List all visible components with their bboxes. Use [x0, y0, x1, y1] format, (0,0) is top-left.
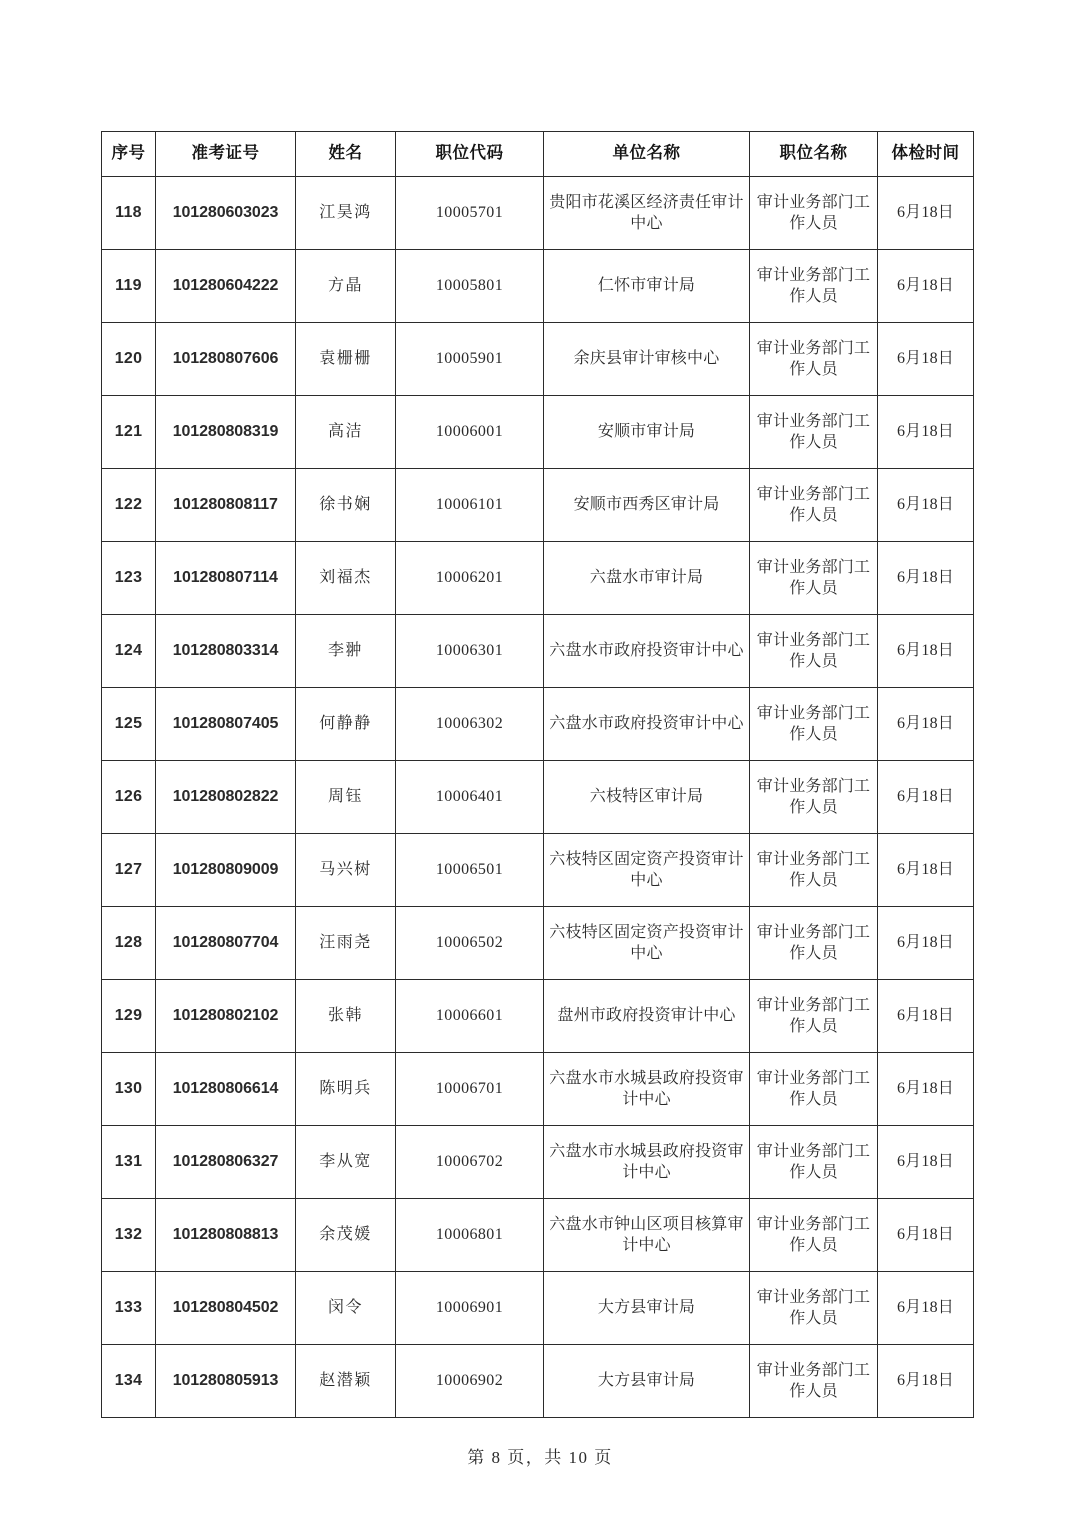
cell-index: 130	[102, 1053, 156, 1126]
table-row	[102, 688, 974, 761]
cell-exam-date: 6月18日	[878, 907, 974, 980]
cell-exam-date: 6月18日	[878, 761, 974, 834]
cell-position-name: 审计业务部门工作人员	[750, 1126, 878, 1199]
cell-candidate-name: 闵令	[296, 1272, 396, 1345]
cell-ticket-number: 101280808813	[156, 1199, 296, 1272]
table-row	[102, 761, 974, 834]
cell-ticket-number: 101280807606	[156, 323, 296, 396]
cell-unit-name: 六盘水市钟山区项目核算审计中心	[544, 1199, 750, 1272]
cell-candidate-name: 张韩	[296, 980, 396, 1053]
cell-ticket-number: 101280802822	[156, 761, 296, 834]
roster-table	[101, 131, 974, 1418]
cell-candidate-name: 高洁	[296, 396, 396, 469]
cell-exam-date: 6月18日	[878, 980, 974, 1053]
column-header-position-code: 职位代码	[396, 132, 544, 177]
cell-index: 120	[102, 323, 156, 396]
cell-unit-name: 大方县审计局	[544, 1345, 750, 1418]
cell-unit-name: 六枝特区固定资产投资审计中心	[544, 907, 750, 980]
cell-index: 127	[102, 834, 156, 907]
cell-exam-date: 6月18日	[878, 542, 974, 615]
cell-exam-date: 6月18日	[878, 688, 974, 761]
cell-exam-date: 6月18日	[878, 1345, 974, 1418]
table-row	[102, 1199, 974, 1272]
cell-candidate-name: 李从宽	[296, 1126, 396, 1199]
column-header-ticket: 准考证号	[156, 132, 296, 177]
cell-index: 131	[102, 1126, 156, 1199]
column-header-position-name: 职位名称	[750, 132, 878, 177]
cell-position-name: 审计业务部门工作人员	[750, 396, 878, 469]
cell-candidate-name: 余茂媛	[296, 1199, 396, 1272]
cell-unit-name: 安顺市西秀区审计局	[544, 469, 750, 542]
cell-position-code: 10005701	[396, 177, 544, 250]
cell-position-code: 10006801	[396, 1199, 544, 1272]
cell-ticket-number: 101280807114	[156, 542, 296, 615]
cell-index: 122	[102, 469, 156, 542]
cell-unit-name: 六枝特区固定资产投资审计中心	[544, 834, 750, 907]
table-row	[102, 1345, 974, 1418]
cell-position-code: 10006901	[396, 1272, 544, 1345]
cell-unit-name: 贵阳市花溪区经济责任审计中心	[544, 177, 750, 250]
cell-candidate-name: 何静静	[296, 688, 396, 761]
cell-index: 125	[102, 688, 156, 761]
cell-position-name: 审计业务部门工作人员	[750, 834, 878, 907]
cell-exam-date: 6月18日	[878, 1272, 974, 1345]
cell-position-code: 10006001	[396, 396, 544, 469]
cell-position-name: 审计业务部门工作人员	[750, 250, 878, 323]
cell-index: 124	[102, 615, 156, 688]
cell-position-name: 审计业务部门工作人员	[750, 469, 878, 542]
table-row	[102, 250, 974, 323]
table-header	[102, 132, 974, 177]
cell-position-code: 10006301	[396, 615, 544, 688]
cell-position-code: 10006902	[396, 1345, 544, 1418]
cell-ticket-number: 101280805913	[156, 1345, 296, 1418]
cell-index: 129	[102, 980, 156, 1053]
cell-candidate-name: 刘福杰	[296, 542, 396, 615]
cell-unit-name: 六枝特区审计局	[544, 761, 750, 834]
column-header-unit: 单位名称	[544, 132, 750, 177]
cell-position-name: 审计业务部门工作人员	[750, 542, 878, 615]
cell-ticket-number: 101280807405	[156, 688, 296, 761]
table-row	[102, 396, 974, 469]
table-row	[102, 1272, 974, 1345]
table-row	[102, 1126, 974, 1199]
cell-index: 134	[102, 1345, 156, 1418]
cell-index: 121	[102, 396, 156, 469]
roster-table-container	[101, 131, 973, 1418]
cell-unit-name: 六盘水市水城县政府投资审计中心	[544, 1053, 750, 1126]
cell-candidate-name: 李翀	[296, 615, 396, 688]
cell-exam-date: 6月18日	[878, 177, 974, 250]
cell-exam-date: 6月18日	[878, 469, 974, 542]
cell-position-code: 10006701	[396, 1053, 544, 1126]
page-footer: 第 8 页，共 10 页	[467, 1448, 613, 1467]
cell-candidate-name: 周钰	[296, 761, 396, 834]
table-row	[102, 542, 974, 615]
cell-position-code: 10006302	[396, 688, 544, 761]
cell-exam-date: 6月18日	[878, 1126, 974, 1199]
cell-position-name: 审计业务部门工作人员	[750, 1053, 878, 1126]
cell-unit-name: 仁怀市审计局	[544, 250, 750, 323]
cell-candidate-name: 马兴树	[296, 834, 396, 907]
cell-unit-name: 六盘水市政府投资审计中心	[544, 615, 750, 688]
cell-exam-date: 6月18日	[878, 615, 974, 688]
cell-ticket-number: 101280802102	[156, 980, 296, 1053]
cell-unit-name: 六盘水市水城县政府投资审计中心	[544, 1126, 750, 1199]
cell-exam-date: 6月18日	[878, 834, 974, 907]
cell-position-code: 10006401	[396, 761, 544, 834]
cell-position-name: 审计业务部门工作人员	[750, 688, 878, 761]
cell-position-name: 审计业务部门工作人员	[750, 761, 878, 834]
cell-index: 123	[102, 542, 156, 615]
cell-position-name: 审计业务部门工作人员	[750, 980, 878, 1053]
cell-position-code: 10006101	[396, 469, 544, 542]
cell-candidate-name: 汪雨尧	[296, 907, 396, 980]
cell-index: 126	[102, 761, 156, 834]
cell-position-name: 审计业务部门工作人员	[750, 323, 878, 396]
cell-unit-name: 六盘水市审计局	[544, 542, 750, 615]
cell-ticket-number: 101280809009	[156, 834, 296, 907]
cell-exam-date: 6月18日	[878, 396, 974, 469]
cell-unit-name: 盘州市政府投资审计中心	[544, 980, 750, 1053]
cell-position-code: 10006702	[396, 1126, 544, 1199]
cell-exam-date: 6月18日	[878, 1199, 974, 1272]
cell-position-name: 审计业务部门工作人员	[750, 615, 878, 688]
table-row	[102, 469, 974, 542]
cell-candidate-name: 江昊鸿	[296, 177, 396, 250]
cell-index: 118	[102, 177, 156, 250]
table-header-row	[102, 132, 974, 177]
cell-position-code: 10005901	[396, 323, 544, 396]
cell-unit-name: 安顺市审计局	[544, 396, 750, 469]
cell-candidate-name: 徐书娴	[296, 469, 396, 542]
cell-position-name: 审计业务部门工作人员	[750, 177, 878, 250]
column-header-name: 姓名	[296, 132, 396, 177]
cell-unit-name: 六盘水市政府投资审计中心	[544, 688, 750, 761]
cell-unit-name: 大方县审计局	[544, 1272, 750, 1345]
cell-ticket-number: 101280603023	[156, 177, 296, 250]
cell-index: 128	[102, 907, 156, 980]
cell-position-name: 审计业务部门工作人员	[750, 1345, 878, 1418]
cell-ticket-number: 101280804502	[156, 1272, 296, 1345]
cell-unit-name: 余庆县审计审核中心	[544, 323, 750, 396]
cell-index: 119	[102, 250, 156, 323]
table-row	[102, 1053, 974, 1126]
cell-candidate-name: 赵潜颖	[296, 1345, 396, 1418]
cell-candidate-name: 陈明兵	[296, 1053, 396, 1126]
column-header-index: 序号	[102, 132, 156, 177]
cell-exam-date: 6月18日	[878, 323, 974, 396]
cell-position-code: 10006201	[396, 542, 544, 615]
cell-ticket-number: 101280808319	[156, 396, 296, 469]
cell-ticket-number: 101280803314	[156, 615, 296, 688]
cell-position-name: 审计业务部门工作人员	[750, 1199, 878, 1272]
column-header-exam-date: 体检时间	[878, 132, 974, 177]
cell-ticket-number: 101280806327	[156, 1126, 296, 1199]
table-body	[102, 177, 974, 1418]
table-row	[102, 907, 974, 980]
cell-position-name: 审计业务部门工作人员	[750, 1272, 878, 1345]
cell-position-code: 10006501	[396, 834, 544, 907]
table-row	[102, 615, 974, 688]
cell-ticket-number: 101280806614	[156, 1053, 296, 1126]
cell-exam-date: 6月18日	[878, 1053, 974, 1126]
table-row	[102, 980, 974, 1053]
cell-position-name: 审计业务部门工作人员	[750, 907, 878, 980]
table-row	[102, 323, 974, 396]
cell-index: 133	[102, 1272, 156, 1345]
cell-position-code: 10006502	[396, 907, 544, 980]
cell-candidate-name: 袁栅栅	[296, 323, 396, 396]
cell-ticket-number: 101280808117	[156, 469, 296, 542]
cell-candidate-name: 方晶	[296, 250, 396, 323]
cell-index: 132	[102, 1199, 156, 1272]
cell-ticket-number: 101280604222	[156, 250, 296, 323]
table-row	[102, 834, 974, 907]
cell-ticket-number: 101280807704	[156, 907, 296, 980]
cell-position-code: 10006601	[396, 980, 544, 1053]
table-row	[102, 177, 974, 250]
cell-exam-date: 6月18日	[878, 250, 974, 323]
cell-position-code: 10005801	[396, 250, 544, 323]
